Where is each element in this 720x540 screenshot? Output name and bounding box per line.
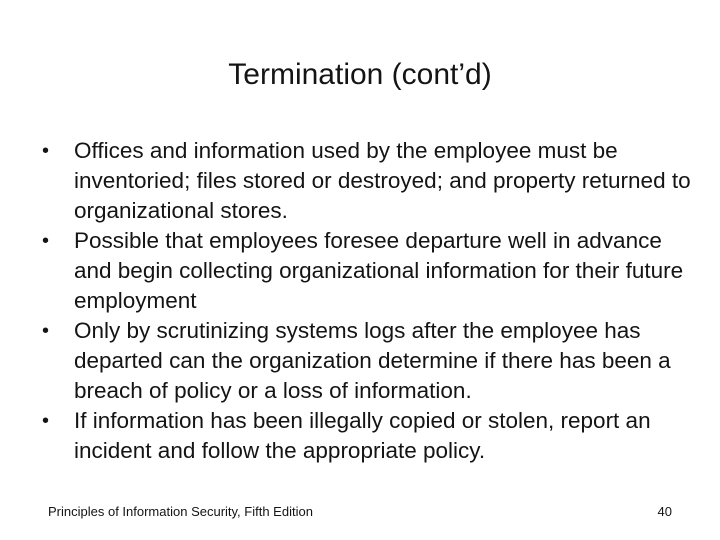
- bullet-item: [36, 226, 700, 316]
- footer-source: Principles of Information Security, Fifth Edition: [48, 504, 313, 519]
- bullet-item: [36, 136, 700, 226]
- bullet-item: [36, 316, 700, 406]
- bullet-icon: •: [42, 140, 50, 162]
- bullet-item: [36, 406, 700, 466]
- bullet-text: Possible that employees foresee departure well in advance and begin collecting organizational information for their future employment: [74, 228, 684, 313]
- bullet-text: Only by scrutinizing systems logs after the employee has departed can the organization determine if there has been a breach of policy or a loss of information.: [74, 318, 671, 403]
- bullet-text: Offices and information used by the employee must be inventoried; files stored or destroyed; and property returned to organizational stores.: [74, 138, 691, 223]
- bullet-icon: •: [42, 230, 50, 252]
- page-number: 40: [657, 504, 672, 519]
- slide-title: Termination (cont’d): [228, 58, 492, 91]
- bullet-list: [36, 136, 700, 466]
- bullet-text: If information has been illegally copied or stolen, report an incident and follow the appropriate policy.: [74, 408, 651, 463]
- bullet-icon: •: [42, 410, 50, 432]
- bullet-icon: •: [42, 320, 50, 342]
